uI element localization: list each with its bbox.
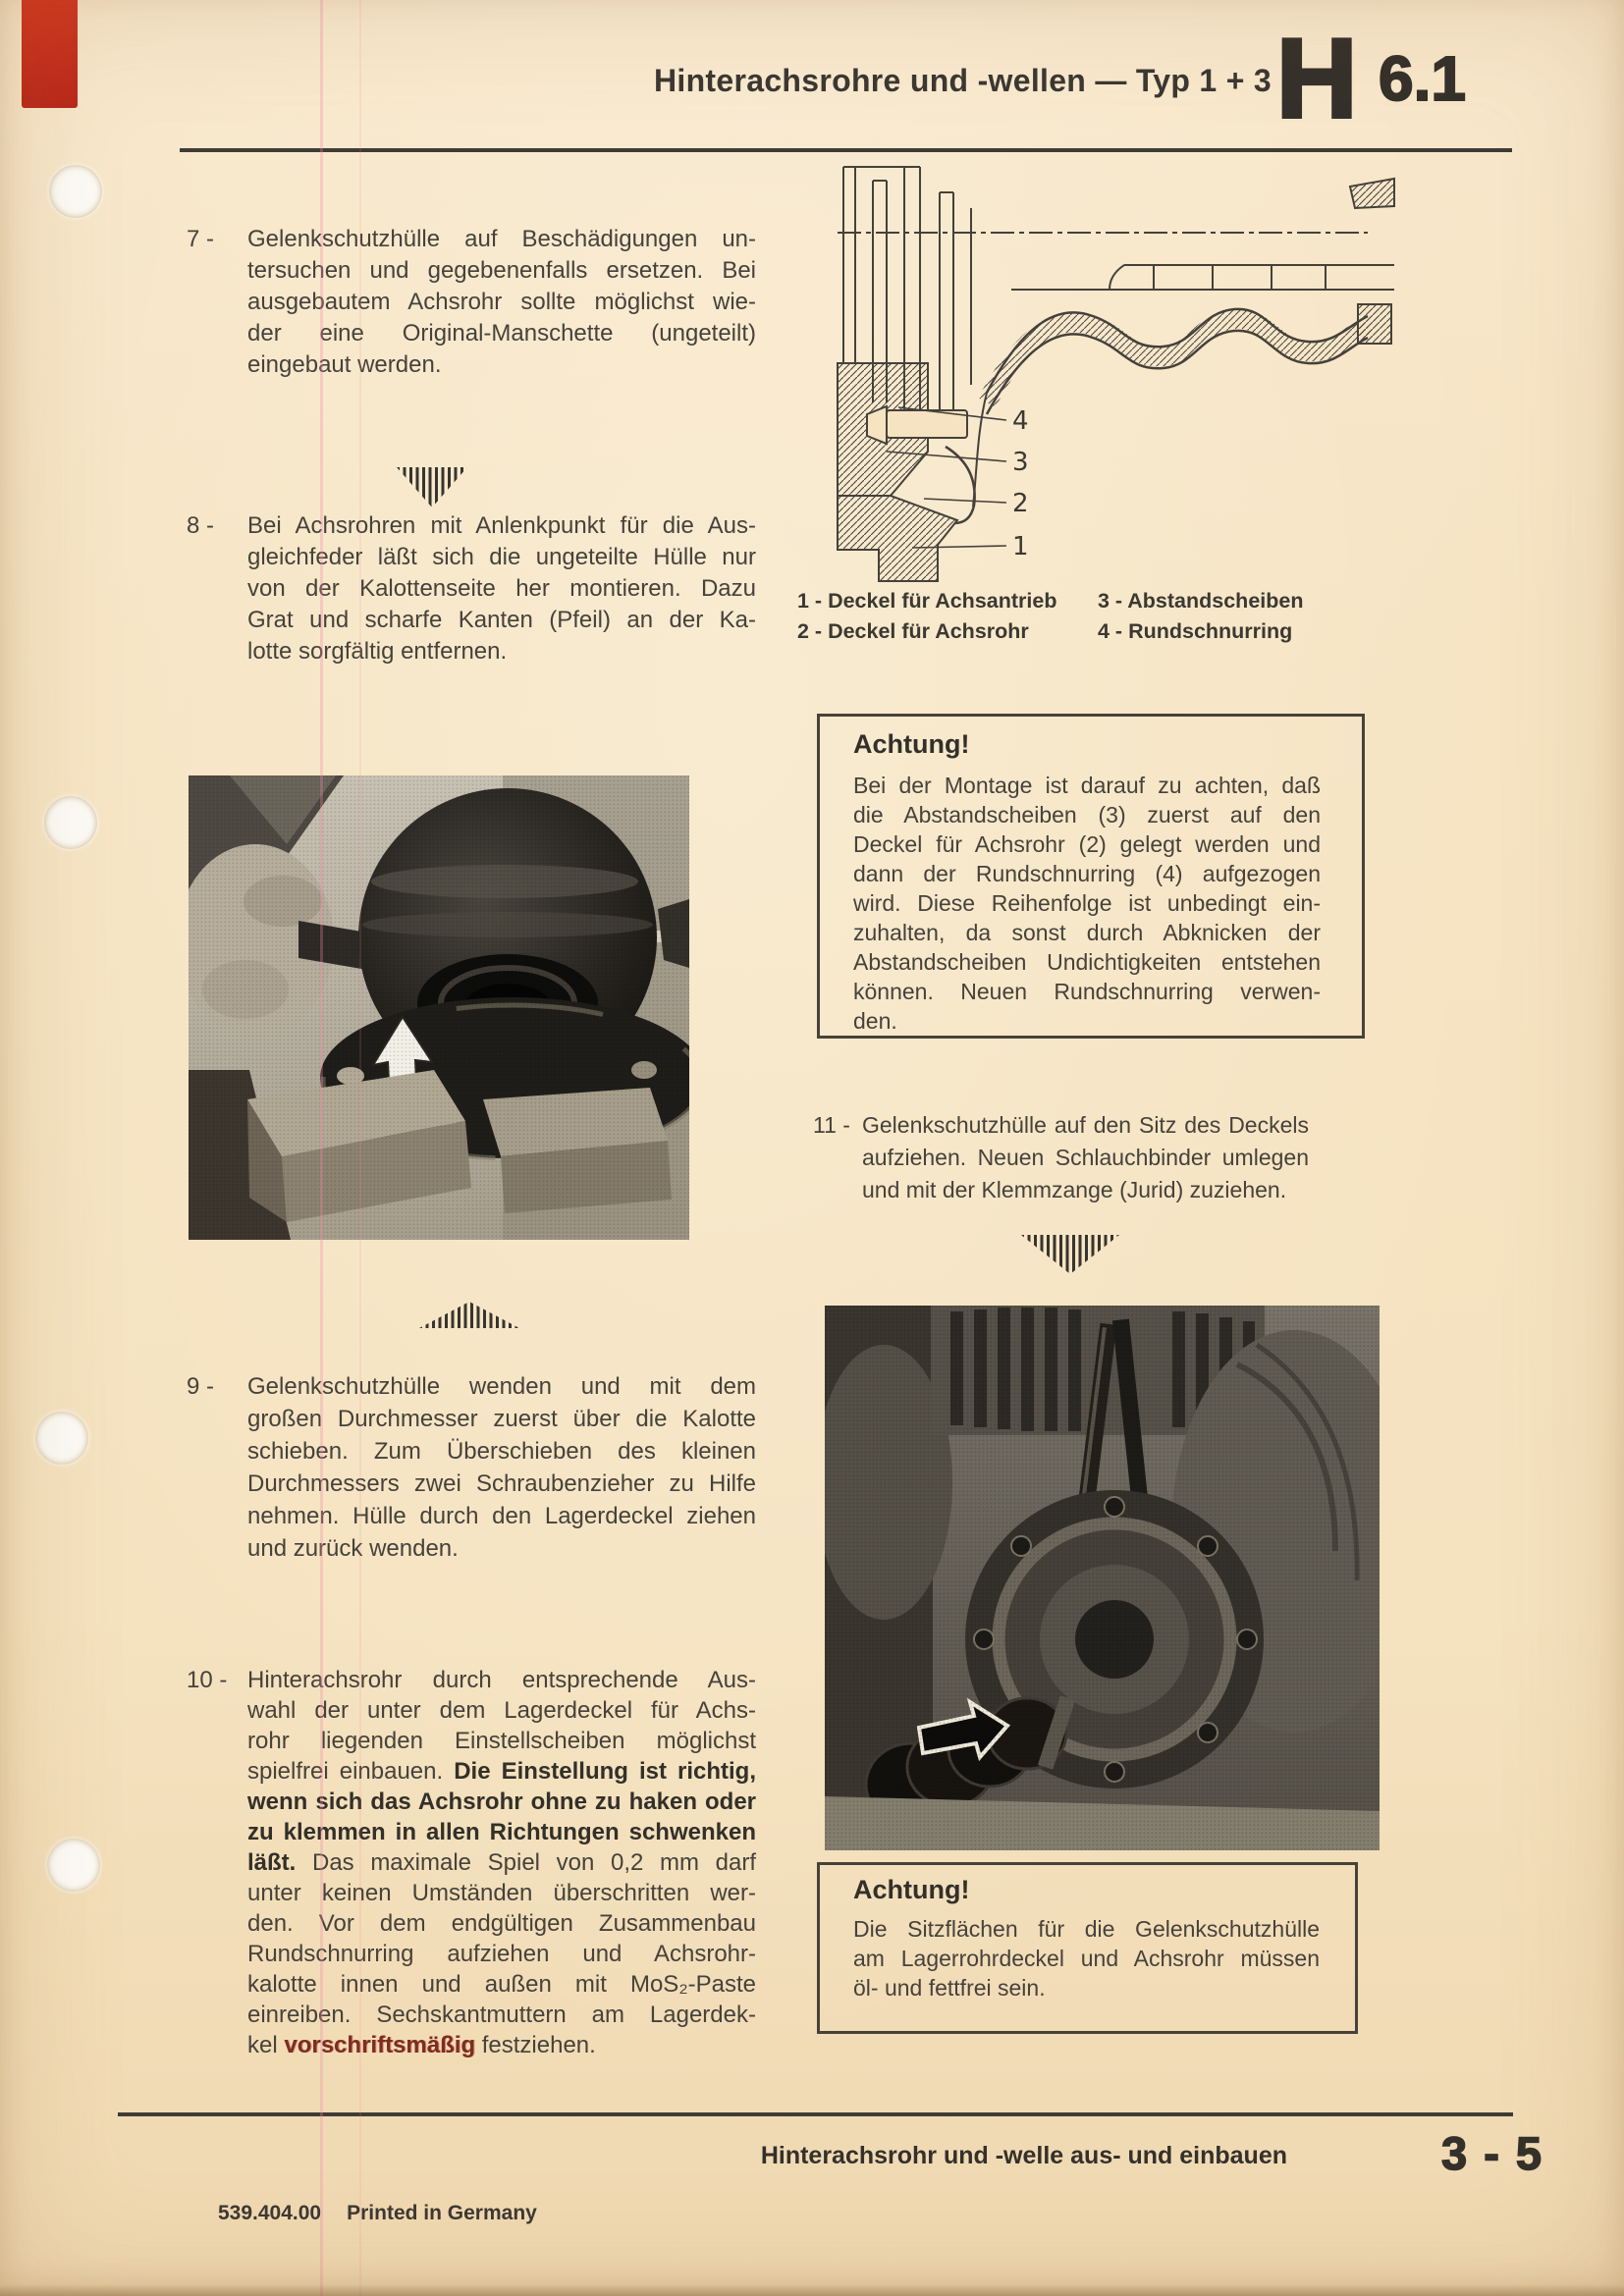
text-line: Hinterachsrohr durch entsprechende Aus-: [247, 1667, 756, 1693]
step-7: [187, 224, 756, 381]
flip-symbol-down-icon: [397, 467, 467, 507]
text-line: kel vorschriftsmäßig festziehen.: [247, 2032, 596, 2058]
text-line: die Abstandscheiben (3) zuerst auf den: [853, 802, 1321, 828]
text-line: spielfrei einbauen. Die Einstellung ist richtig,: [247, 1758, 757, 1785]
text-line: eingebaut werden.: [247, 351, 442, 378]
text-line: Grat und scharfe Kanten (Pfeil) an der Ka-: [247, 607, 756, 633]
step-9: [187, 1370, 756, 1565]
footer-chapter-title: Hinterachsrohr und -welle aus- und einbauen: [760, 2142, 1287, 2169]
text-line: wird. Diese Reihenfolge ist unbedingt ein-: [853, 890, 1321, 916]
step-number: 10 -: [187, 1667, 228, 1693]
step-text: [247, 1665, 756, 2060]
text-line: Rundschnurring aufziehen und Achsrohr-: [247, 1941, 756, 1967]
axle-cross-section-diagram: [830, 157, 1507, 589]
footer-code: 539.404.00: [218, 2202, 322, 2224]
step-text: [247, 1370, 756, 1565]
page-bottom-edge: [0, 2284, 1624, 2296]
section-number: 6.1: [1379, 43, 1466, 114]
step-11: [813, 1109, 1309, 1206]
header-rule: [180, 148, 1512, 152]
punch-hole: [47, 1839, 100, 1892]
punch-hole: [49, 165, 102, 218]
text-line: ausgebautem Achsrohr sollte möglichst wie-: [247, 289, 756, 315]
footer-rule: [118, 2112, 1513, 2116]
photo-clamp-pliers: [825, 1306, 1380, 1850]
text-line: tersuchen und gegebenenfalls ersetzen. Bei: [247, 257, 756, 284]
text-line: wenn sich das Achsrohr ohne zu haken oder: [247, 1789, 756, 1815]
legend-item: 3 - Abstandscheiben: [1098, 589, 1304, 613]
figure-legend-col1: [797, 586, 1056, 647]
callout-number: 1: [1012, 532, 1029, 561]
caution-title: Achtung!: [853, 1875, 970, 1904]
text-line: der eine Original-Manschette (ungeteilt): [247, 320, 756, 347]
text-line: Deckel für Achsrohr (2) gelegt werden und: [853, 831, 1321, 857]
red-corner-mark: [22, 0, 78, 108]
flip-symbol-down-icon: [1021, 1235, 1119, 1274]
text-line: und zurück wenden.: [247, 1535, 459, 1562]
caution-text: [853, 1914, 1320, 2002]
text-line: und mit der Klemmzange (Jurid) zuziehen.: [862, 1177, 1287, 1202]
text-line: aufziehen. Neuen Schlauchbinder umlegen: [862, 1145, 1309, 1170]
step-text: [862, 1109, 1309, 1206]
text-line: können. Neuen Rundschnurring verwen-: [853, 979, 1321, 1004]
text-line: zuhalten, da sonst durch Abknicken der: [853, 920, 1321, 945]
callout-number: 4: [1012, 406, 1029, 436]
page-title: Hinterachsrohre und -wellen — Typ 1 + 3: [653, 63, 1272, 98]
step-number: 8 -: [187, 512, 215, 539]
text-line: Durchmessers zwei Schraubenzieher zu Hilfe: [247, 1470, 756, 1497]
step-number: 9 -: [187, 1373, 215, 1400]
text-line: Gelenkschutzhülle auf Beschädigungen un-: [247, 226, 756, 252]
text-line: kalotte innen und außen mit MoS₂-Paste: [247, 1971, 756, 1998]
callout-number: 3: [1012, 448, 1029, 477]
caution-text: [853, 771, 1321, 1036]
text-line: von der Kalottenseite her montieren. Dazu: [247, 575, 756, 602]
caution-box: [817, 1862, 1358, 2034]
text-line: unter keinen Umständen überschritten wer-: [247, 1880, 756, 1906]
text-line: läßt. Das maximale Spiel von 0,2 mm darf: [247, 1849, 756, 1876]
text-line: großen Durchmesser zuerst über die Kalotte: [247, 1406, 756, 1432]
text-line: wahl der unter dem Lagerdeckel für Achs-: [247, 1697, 756, 1724]
footer-imprint: [218, 2202, 537, 2225]
legend-item: 4 - Rundschnurring: [1098, 619, 1293, 643]
step-10: [187, 1665, 757, 2060]
legend-item: 2 - Deckel für Achsrohr: [797, 619, 1029, 643]
section-letter: H: [1276, 17, 1358, 141]
footer-printed: Printed in Germany: [347, 2202, 537, 2224]
text-line: lotte sorgfältig entfernen.: [247, 638, 508, 665]
step-number: 7 -: [187, 226, 215, 252]
text-line: am Lagerrohrdeckel und Achsrohr müssen: [853, 1946, 1320, 1971]
text-line: Abstandscheiben Undichtigkeiten entstehen: [853, 949, 1321, 975]
text-line: Gelenkschutzhülle auf den Sitz des Deckels: [862, 1112, 1309, 1138]
punch-hole: [35, 1412, 88, 1465]
text-line: einreiben. Sechskantmuttern am Lagerdek-: [247, 2002, 756, 2028]
text-line: öl- und fettfrei sein.: [853, 1975, 1046, 2001]
text-line: Bei Achsrohren mit Anlenkpunkt für die Aus-: [247, 512, 756, 539]
callout-number: 2: [1012, 489, 1029, 518]
text-line: zu klemmen in allen Richtungen schwenken: [247, 1819, 756, 1845]
text-line: Bei der Montage ist darauf zu achten, daß: [853, 773, 1321, 798]
caution-title: Achtung!: [853, 729, 970, 759]
caution-box: [817, 714, 1365, 1039]
text-line: nehmen. Hülle durch den Lagerdeckel ziehen: [247, 1503, 756, 1529]
flip-symbol-up-icon: [419, 1302, 519, 1328]
footer-page-number: 3 - 5: [1441, 2127, 1544, 2179]
text-line: rohr liegenden Einstellscheiben möglichst: [247, 1728, 756, 1754]
text-line: Gelenkschutzhülle wenden und mit dem: [247, 1373, 756, 1400]
text-line: schieben. Zum Überschieben des kleinen: [247, 1438, 756, 1465]
text-line: dann der Rundschnurring (4) aufgezogen: [853, 861, 1321, 886]
step-number: 11 -: [813, 1112, 850, 1138]
punch-hole: [44, 796, 97, 849]
step-8: [187, 510, 756, 667]
text-line: den.: [853, 1008, 897, 1034]
legend-item: 1 - Deckel für Achsantrieb: [797, 589, 1057, 613]
text-line: gleichfeder läßt sich die ungeteilte Hülle nur: [247, 544, 756, 570]
step-text: [247, 510, 756, 667]
photo-boot-on-kalotte: [189, 775, 689, 1240]
figure-legend-col2: [1098, 586, 1303, 647]
step-text: [247, 224, 756, 381]
text-line: Die Sitzflächen für die Gelenkschutzhülle: [853, 1916, 1320, 1942]
text-line: den. Vor dem endgültigen Zusammenbau: [247, 1910, 756, 1937]
